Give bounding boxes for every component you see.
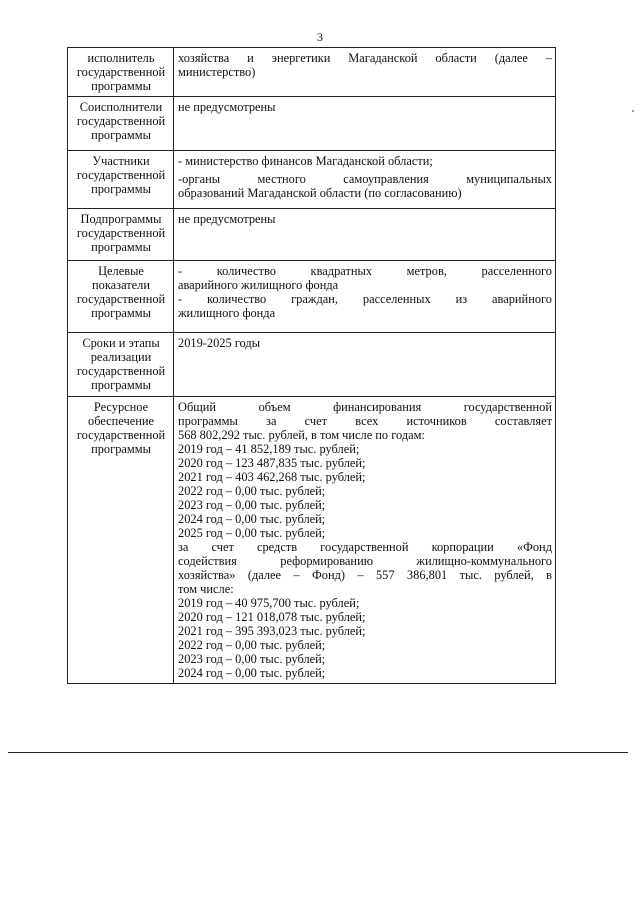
row-value <box>174 261 556 333</box>
row-value-line: 2020 год – 121 018,078 тыс. рублей; <box>178 610 366 624</box>
row-value-line: образований Магаданской области (по согласованию) <box>178 186 462 200</box>
table-row <box>68 261 556 333</box>
row-label-line: государственной <box>76 168 166 182</box>
row-label-line: исполнитель <box>87 51 155 65</box>
row-value-line: 2019-2025 годы <box>178 336 261 350</box>
row-label-line: государственной <box>76 428 166 442</box>
row-value-line: 2023 год – 0,00 тыс. рублей; <box>178 652 326 666</box>
row-label-line: государственной <box>76 65 166 79</box>
row-label-line: программы <box>91 128 151 142</box>
row-value-line: не предусмотрены <box>178 100 276 114</box>
row-value-line: министерство) <box>178 65 256 79</box>
row-value-line: хозяйства» (далее – Фонд) – 557 386,801 тыс. рублей, в <box>178 568 552 582</box>
row-value-line: не предусмотрены <box>178 212 276 226</box>
row-value-line: хозяйства и энергетики Магаданской области (далее – <box>178 51 552 65</box>
row-label-line: программы <box>91 79 151 93</box>
row-label-line: программы <box>91 182 151 196</box>
row-label-line: программы <box>91 442 151 456</box>
row-label <box>68 97 174 151</box>
row-value-line: 2024 год – 0,00 тыс. рублей; <box>178 666 326 680</box>
row-value-line: 2019 год – 41 852,189 тыс. рублей; <box>178 442 360 456</box>
row-label-line: программы <box>91 306 151 320</box>
row-label-line: Участники <box>92 154 150 168</box>
row-value-line: 2019 год – 40 975,700 тыс. рублей; <box>178 596 360 610</box>
row-label-line: Целевые <box>98 264 144 278</box>
row-label <box>68 151 174 209</box>
row-label-line: реализации <box>90 350 152 364</box>
row-label-line: государственной <box>76 364 166 378</box>
row-value-line: - министерство финансов Магаданской области; <box>178 154 433 168</box>
row-label-line: Соисполнители <box>79 100 163 114</box>
row-value-line: программы за счет всех источников составляет <box>178 414 552 428</box>
row-value-line: -органы местного самоуправления муниципальных <box>178 172 552 186</box>
row-value <box>174 48 556 97</box>
row-label-line: программы <box>91 240 151 254</box>
row-label-line: Сроки и этапы <box>82 336 160 350</box>
row-value-line: Общий объем финансирования государственной <box>178 400 552 414</box>
row-value <box>174 97 556 151</box>
row-label-line: обеспечение <box>88 414 154 428</box>
program-passport-table <box>67 47 556 684</box>
row-value <box>174 333 556 397</box>
table-row <box>68 48 556 97</box>
table-row <box>68 151 556 209</box>
row-value-line: 2024 год – 0,00 тыс. рублей; <box>178 512 326 526</box>
row-value-line: 2020 год – 123 487,835 тыс. рублей; <box>178 456 366 470</box>
page-bottom-rule <box>8 752 628 753</box>
page-number: 3 <box>317 30 323 44</box>
row-value <box>174 151 556 209</box>
row-value-line: жилищного фонда <box>178 306 276 320</box>
row-value-line: 2021 год – 395 393,023 тыс. рублей; <box>178 624 366 638</box>
row-value-line: аварийного жилищного фонда <box>178 278 339 292</box>
row-value-line: том числе: <box>178 582 234 596</box>
row-value <box>174 209 556 261</box>
table-row <box>68 397 556 684</box>
row-value-line: 568 802,292 тыс. рублей, в том числе по годам: <box>178 428 425 442</box>
row-label-line: Ресурсное <box>93 400 149 414</box>
row-label <box>68 261 174 333</box>
row-label-line: программы <box>91 378 151 392</box>
row-label-line: Подпрограммы <box>80 212 162 226</box>
row-value-line: 2023 год – 0,00 тыс. рублей; <box>178 498 326 512</box>
row-value-line: за счет средств государственной корпорации «Фонд <box>178 540 552 554</box>
row-value-line: 2021 год – 403 462,268 тыс. рублей; <box>178 470 366 484</box>
row-label <box>68 333 174 397</box>
row-label <box>68 209 174 261</box>
row-value-line: - количество квадратных метров, расселенного <box>178 264 552 278</box>
row-label-line: показатели <box>92 278 150 292</box>
table-row <box>68 209 556 261</box>
table-body <box>68 48 556 684</box>
row-value-line: - количество граждан, расселенных из аварийного <box>178 292 552 306</box>
row-value-line: 2025 год – 0,00 тыс. рублей; <box>178 526 326 540</box>
row-label-line: государственной <box>76 114 166 128</box>
row-value <box>174 397 556 684</box>
row-label <box>68 397 174 684</box>
table-row <box>68 97 556 151</box>
row-label-line: государственной <box>76 226 166 240</box>
row-label-line: государственной <box>76 292 166 306</box>
scan-speck <box>632 110 634 112</box>
row-value-line: 2022 год – 0,00 тыс. рублей; <box>178 484 326 498</box>
table-row <box>68 333 556 397</box>
row-value-line: 2022 год – 0,00 тыс. рублей; <box>178 638 326 652</box>
row-label <box>68 48 174 97</box>
row-value-line: содействия реформированию жилищно-коммунального <box>178 554 552 568</box>
